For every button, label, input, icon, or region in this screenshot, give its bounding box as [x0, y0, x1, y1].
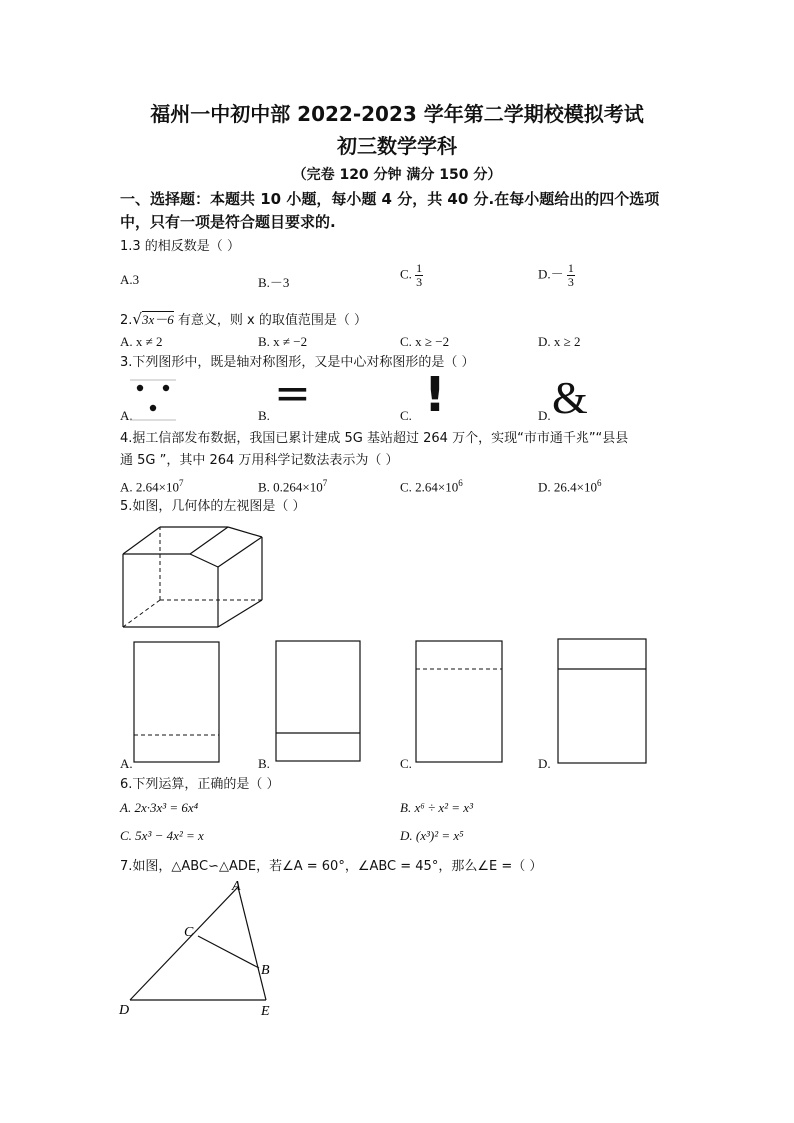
q3-option-a-figure — [128, 378, 178, 422]
exam-title: 福州一中初中部 2022-2023 学年第二学期校模拟考试 — [150, 102, 644, 126]
q3-option-d-symbol: & — [552, 372, 588, 423]
q1-c-denominator: 3 — [416, 275, 423, 289]
q2-option-b: B. x ≠ −2 — [258, 334, 308, 349]
q2-option-d: D. x ≥ 2 — [538, 334, 581, 349]
q1-option-b: B.－3 — [258, 275, 290, 290]
q4-a-exp: 7 — [178, 478, 184, 488]
q7-label-b: B — [261, 963, 270, 978]
q5-option-c-figure — [415, 640, 505, 766]
q6-option-a: A. 2x·3x³ = 6x⁴ — [120, 800, 199, 815]
section-line-1: 一、选择题：本题共 10 小题，每小题 4 分，共 40 分.在每小题给出的四个选项 — [120, 190, 660, 208]
q4-a-base: A. 2.64×10 — [120, 479, 179, 495]
q1-c-numerator: 1 — [416, 261, 423, 275]
q1-option-a: A.3 — [120, 272, 140, 287]
q4-option-c — [400, 478, 463, 495]
q2-stem-prefix: 2. — [120, 313, 133, 328]
q4-stem-line-1: 4.据工信部发布数据，我国已累计建成 5G 基站超过 264 万个，实现“市市通千兆”“县县 — [120, 431, 629, 446]
q2-option-c: C. x ≥ −2 — [400, 334, 450, 349]
q7-label-c: C — [184, 925, 194, 940]
q3-option-b-symbol: = — [274, 368, 311, 419]
q4-d-exp: 6 — [596, 478, 602, 488]
q5-option-b-label: B. — [258, 756, 270, 771]
q7-side-ae — [238, 887, 266, 1000]
q4-stem — [120, 428, 690, 472]
q5-option-b-figure — [275, 640, 365, 764]
q4-option-d — [538, 478, 601, 495]
q5-solid-figure — [118, 522, 274, 634]
q3-option-a-label: A. — [120, 408, 133, 423]
q4-stem-line-2: 通 5G ”，其中 264 万用科学记数法表示为（ ） — [120, 453, 399, 468]
q1-option-c-fraction — [415, 262, 423, 289]
section-line-2: 中，只有一项是符合题目要求的. — [120, 213, 336, 231]
q4-c-base: C. 2.64×10 — [400, 479, 459, 495]
q3-option-c-label: C. — [400, 408, 412, 423]
exam-subject: 初三数学学科 — [337, 134, 457, 158]
q1-d-numerator: 1 — [567, 261, 574, 275]
q2-stem — [120, 308, 690, 332]
q1-option-c-label: C. — [400, 266, 412, 282]
q6-option-b: B. x⁶ ÷ x² = x³ — [400, 800, 473, 815]
q4-b-exp: 7 — [322, 478, 328, 488]
q4-b-base: B. 0.264×10 — [258, 479, 323, 495]
q7-label-e: E — [261, 1004, 270, 1018]
q1-option-d-label: D.－ — [538, 266, 564, 282]
q7-triangle-figure — [116, 878, 286, 1018]
q7-label-d: D — [119, 1003, 130, 1018]
q2-root-sign: √ — [132, 310, 142, 328]
q7-label-a: A — [232, 879, 241, 894]
q4-c-exp: 6 — [458, 478, 463, 488]
q2-radicand: 3x－6 — [141, 312, 174, 327]
q1-stem: 1.3 的相反数是（ ） — [120, 239, 240, 254]
q7-stem: 7.如图，△ABC∽△ADE，若∠A = 60°，∠ABC = 45°，那么∠E =（ ） — [120, 859, 543, 874]
q5-option-d-figure — [557, 638, 651, 768]
q4-option-a — [120, 478, 183, 495]
q6-stem: 6.下列运算，正确的是（ ） — [120, 777, 280, 792]
q1-option-d — [538, 262, 575, 289]
q3-option-d-label: D. — [538, 408, 551, 423]
q5-option-d-label: D. — [538, 756, 551, 771]
q7-segment-cb — [198, 936, 259, 968]
q5-stem: 5.如图，几何体的左视图是（ ） — [120, 499, 306, 514]
q4-d-base: D. 26.4×10 — [538, 479, 597, 495]
q3-option-b-label: B. — [258, 408, 270, 423]
q5-option-a-label: A. — [120, 756, 133, 771]
q5-option-a-figure — [133, 641, 223, 767]
q2-option-a: A. x ≠ 2 — [120, 334, 163, 349]
section-heading — [120, 188, 680, 234]
q7-side-ad — [130, 887, 238, 1000]
q6-option-d: D. (x³)² = x⁵ — [400, 828, 464, 843]
q3-option-c-symbol: ! — [424, 367, 446, 423]
q4-option-b — [258, 478, 327, 495]
q1-option-c — [400, 262, 423, 289]
q2-stem-suffix: 有意义，则 x 的取值范围是（ ） — [177, 313, 367, 328]
q6-option-c: C. 5x³ − 4x² = x — [120, 828, 204, 843]
q5-option-c-label: C. — [400, 756, 412, 771]
q3-stem: 3.下列图形中，既是轴对称图形，又是中心对称图形的是（ ） — [120, 355, 475, 370]
q1-option-d-fraction — [567, 262, 575, 289]
q1-d-denominator: 3 — [567, 275, 574, 289]
exam-meta: （完卷 120 分钟 满分 150 分） — [292, 167, 502, 183]
